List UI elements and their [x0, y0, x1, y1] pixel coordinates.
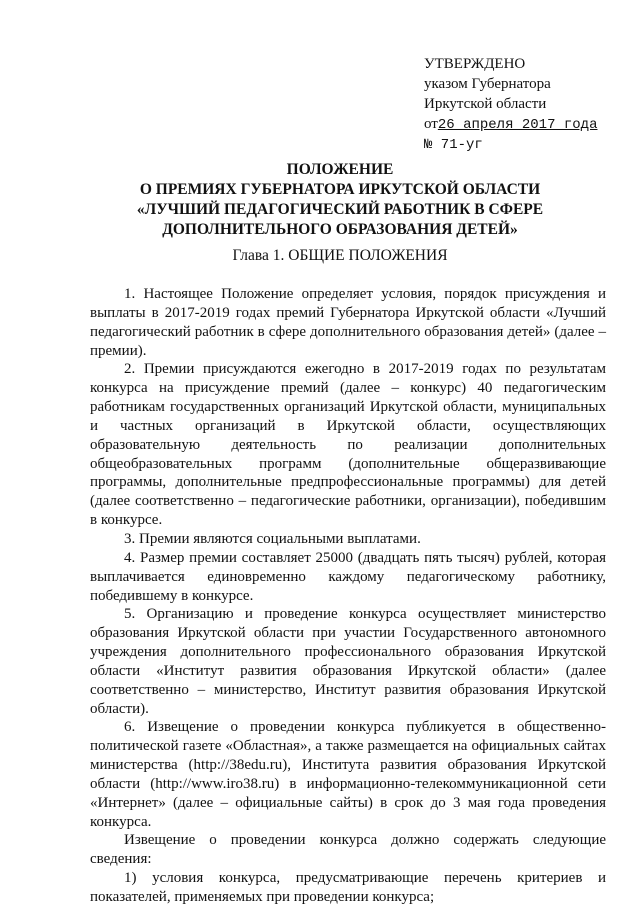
paragraph-list-item-1: 1) условия конкурса, предусматривающие перечень критериев и показателей, применяемых при проведении конкурса; — [90, 870, 606, 905]
approval-block — [424, 54, 624, 155]
paragraph-6: 6. Извещение о проведении конкурса публикуется в общественно-политической газете «Областная», а также размещается на официальных сайтах министерства (http://38edu.ru), Института развития образования Иркутской области (http://www.iro38.ru) в информационно-телекоммуникационной сети «Интернет» (далее – официальные сайты) в срок до 3 мая года проведения конкурса. — [90, 719, 606, 830]
approval-date-line — [424, 114, 624, 135]
title-line-2: О ПРЕМИЯХ ГУБЕРНАТОРА ИРКУТСКОЙ ОБЛАСТИ — [139, 181, 541, 198]
approval-issuer: указом Губернатора — [424, 76, 551, 92]
approval-number: № 71-уг — [424, 137, 483, 153]
paragraph-1: 1. Настоящее Положение определяет условия, порядок присуждения и выплаты в 2017-2019 годах премий Губернатора Иркутской области «Лучший педагогический работник в сфере дополнительного образования детей» (далее – премии). — [90, 286, 606, 359]
document-body — [90, 285, 606, 907]
title-line-1: ПОЛОЖЕНИЕ — [286, 161, 394, 178]
paragraph-2: 2. Премии присуждаются ежегодно в 2017-2019 годах по результатам конкурса на присуждение премий (далее – конкурс) 40 педагогическим работникам государственных организаций Иркутской области, муниципальных и частных организаций в Иркутской области, осуществляющих образовательную деятельность по реализации дополнительных общеобразовательных программ (дополнительные общеразвивающие программы, дополнительные предпрофессиональные программы) для детей (далее соответственно – педагогические работники, организации), победившим в конкурсе. — [90, 361, 606, 529]
chapter-heading: Глава 1. ОБЩИЕ ПОЛОЖЕНИЯ — [232, 247, 448, 264]
title-line-4: ДОПОЛНИТЕЛЬНОГО ОБРАЗОВАНИЯ ДЕТЕЙ» — [162, 221, 518, 238]
document-title — [90, 160, 590, 240]
approval-region: Иркутской области — [424, 96, 547, 112]
title-line-3: «ЛУЧШИЙ ПЕДАГОГИЧЕСКИЙ РАБОТНИК В СФЕРЕ — [136, 201, 544, 218]
paragraph-3: 3. Премии являются социальными выплатами. — [124, 530, 421, 547]
paragraph-4: 4. Размер премии составляет 25000 (двадцать пять тысяч) рублей, которая выплачивается единовременно каждому педагогическому работнику, победившему в конкурсе. — [90, 549, 606, 604]
paragraph-notice-contents: Извещение о проведении конкурса должно содержать следующие сведения: — [90, 832, 606, 868]
paragraph-5: 5. Организацию и проведение конкурса осуществляет министерство образования Иркутской области при участии Государственного автономного учреждения дополнительного профессионального образования Иркутской области «Институт развития образования Иркутской области» (далее соответственно – министерство, Институт развития образования Иркутской области). — [90, 606, 606, 717]
approval-date: 26 апреля 2017 года — [437, 117, 598, 133]
approval-status: УТВЕРЖДЕНО — [424, 56, 526, 72]
approval-date-prefix: от — [424, 116, 438, 132]
